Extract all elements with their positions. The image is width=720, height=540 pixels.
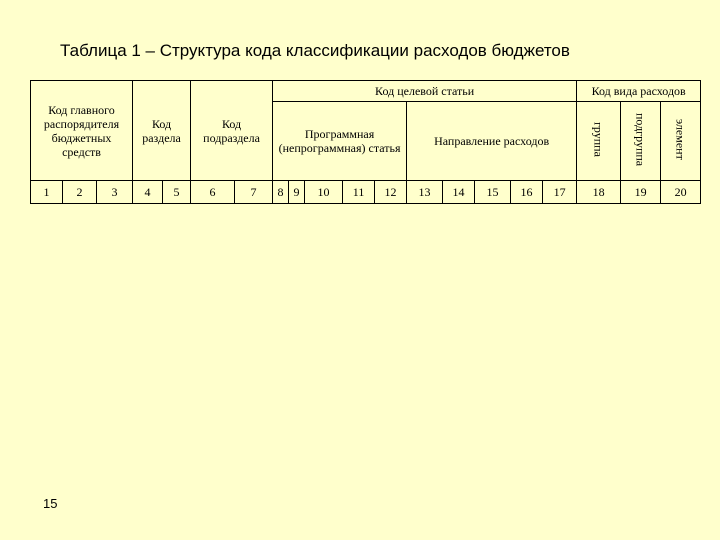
header-subsection: Код подраздела [191, 81, 273, 181]
header-chief-administrator: Код главного распорядителя бюджетных средств [31, 81, 133, 181]
column-number: 10 [305, 181, 343, 204]
column-number: 1 [31, 181, 63, 204]
column-number: 16 [511, 181, 543, 204]
page-title: Таблица 1 – Структура кода классификации расходов бюджетов [60, 41, 570, 60]
header-subgroup-label: подгруппа [633, 112, 648, 167]
column-number: 15 [475, 181, 511, 204]
column-number: 3 [97, 181, 133, 204]
header-subgroup [621, 102, 661, 181]
column-number: 13 [407, 181, 443, 204]
header-group [577, 102, 621, 181]
header-program-article: Программная (непрограммная) статья [273, 102, 407, 181]
column-number: 8 [273, 181, 289, 204]
column-number: 17 [543, 181, 577, 204]
column-number: 5 [163, 181, 191, 204]
header-element-label: элемент [673, 119, 688, 160]
header-section: Код раздела [133, 81, 191, 181]
column-number: 11 [343, 181, 375, 204]
column-number: 14 [443, 181, 475, 204]
column-number: 4 [133, 181, 163, 204]
column-number: 9 [289, 181, 305, 204]
column-number: 7 [235, 181, 273, 204]
column-number: 18 [577, 181, 621, 204]
header-target-article: Код целевой статьи [273, 81, 577, 102]
header-group-label: группа [591, 122, 606, 157]
column-number: 20 [661, 181, 701, 204]
column-number: 6 [191, 181, 235, 204]
column-number: 12 [375, 181, 407, 204]
column-number: 2 [63, 181, 97, 204]
column-number-row [31, 181, 701, 204]
header-element [661, 102, 701, 181]
budget-code-structure-table [30, 80, 701, 204]
column-number: 19 [621, 181, 661, 204]
header-expense-direction: Направление расходов [407, 102, 577, 181]
header-expense-type: Код вида расходов [577, 81, 701, 102]
page-number: 15 [43, 496, 58, 511]
